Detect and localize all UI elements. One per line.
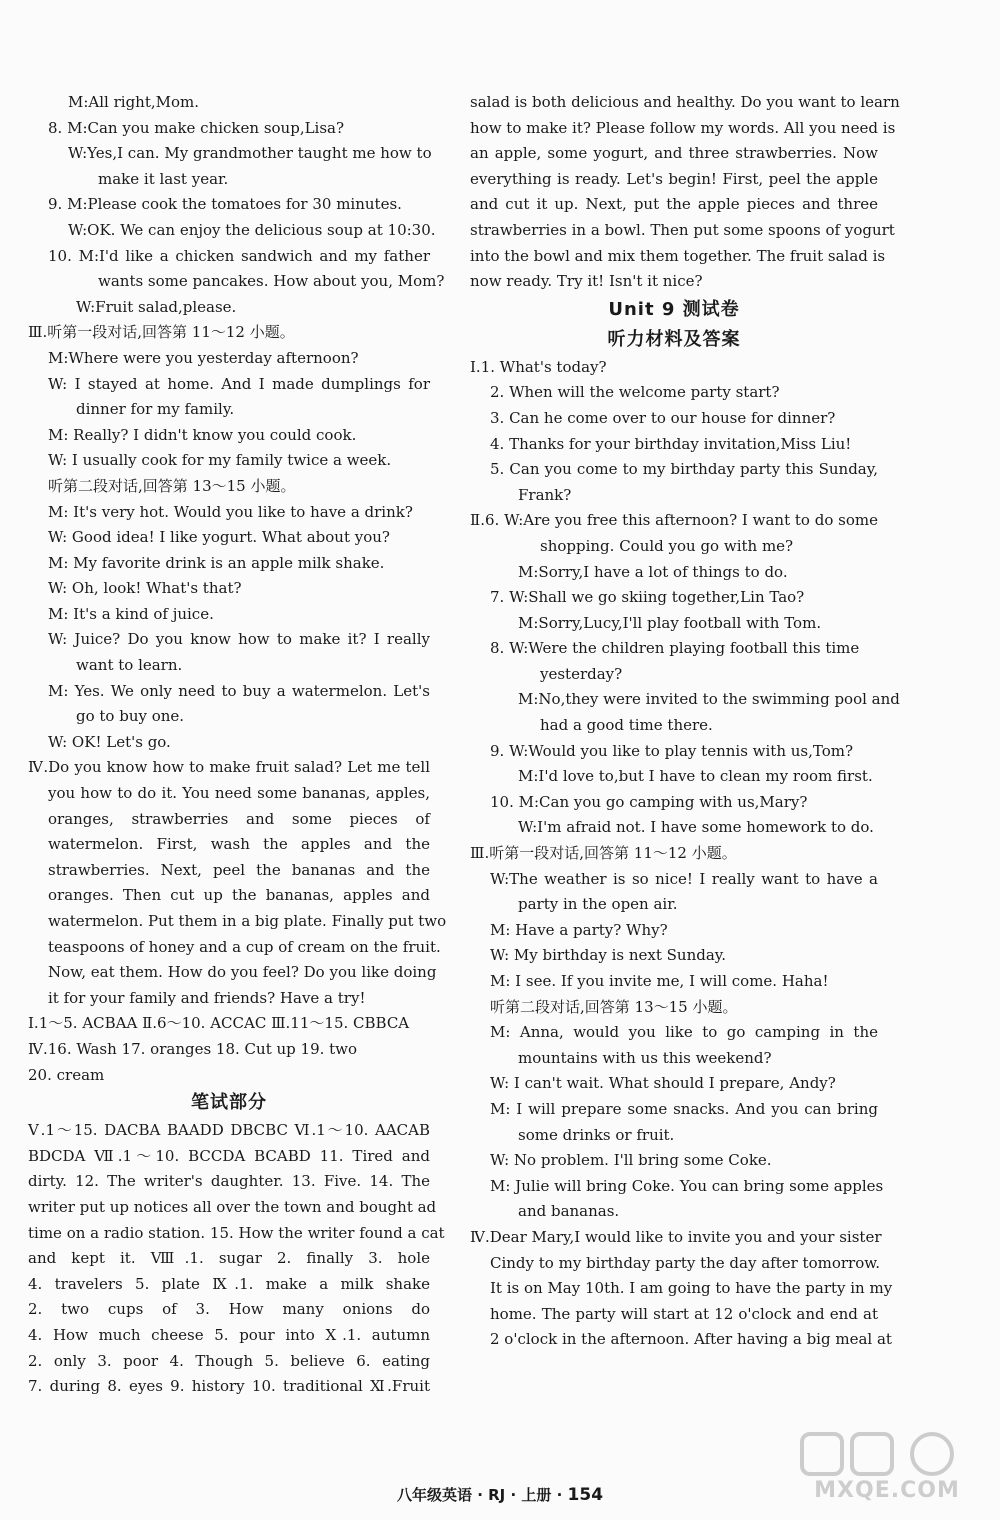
- text-line: Ⅲ.听第一段对话,回答第 11～12 小题。: [470, 844, 737, 863]
- text-line: M: Have a party? Why?: [490, 920, 668, 939]
- text-line: and kept it. Ⅷ.1. sugar 2. finally 3. hole: [28, 1249, 430, 1268]
- text-line: dinner for my family.: [76, 400, 235, 419]
- text-line: strawberries in a bowl. Then put some spoons of yogurt: [470, 220, 895, 239]
- text-line: oranges. Then cut up the bananas, apples and: [48, 886, 430, 905]
- text-line: Now, eat them. How do you feel? Do you like doing: [48, 963, 437, 982]
- text-line: Ⅱ.6. W:Are you free this afternoon? I want to do some: [470, 511, 878, 530]
- text-line: W: I stayed at home. And I made dumplings for: [48, 374, 430, 393]
- text-line: M: Julie will bring Coke. You can bring some apples: [490, 1176, 884, 1195]
- text-line: W: I usually cook for my family twice a week.: [48, 451, 392, 470]
- text-line: 4. Thanks for your birthday invitation,Miss Liu!: [490, 434, 852, 453]
- text-line: W: I can't wait. What should I prepare, Andy?: [490, 1074, 836, 1093]
- text-line: W: No problem. I'll bring some Coke.: [490, 1151, 772, 1170]
- text-line: 4. How much cheese 5. pour into Ⅹ.1. autumn: [28, 1325, 430, 1344]
- text-line: now ready. Try it! Isn't it nice?: [470, 272, 703, 291]
- text-line: M:All right,Mom.: [68, 93, 200, 111]
- text-line: M:No,they were invited to the swimming pool and: [518, 690, 900, 709]
- text-line: watermelon. Put them in a big plate. Finally put two: [48, 912, 447, 930]
- text-line: M: It's very hot. Would you like to have a drink?: [48, 502, 413, 521]
- text-line: and bananas.: [518, 1202, 620, 1221]
- text-line: 10. M:Can you go camping with us,Mary?: [490, 792, 808, 811]
- text-line: it for your family and friends? Have a try!: [48, 988, 366, 1007]
- text-line: writer put up notices all over the town and bought ad: [28, 1197, 437, 1216]
- text-line: 4. travelers 5. plate Ⅸ.1. make a milk shake: [28, 1274, 430, 1293]
- text-line: watermelon. First, wash the apples and the: [48, 835, 430, 854]
- text-line: Ⅳ.Do you know how to make fruit salad? Let me tell: [28, 758, 430, 777]
- text-line: Ⅲ.听第一段对话,回答第 11～12 小题。: [28, 323, 295, 342]
- text-line: salad is both delicious and healthy. Do you want to learn: [470, 93, 900, 111]
- text-line: W:The weather is so nice! I really want to have a: [490, 869, 878, 888]
- text-line: some drinks or fruit.: [518, 1125, 675, 1144]
- text-line: M: My favorite drink is an apple milk shake.: [48, 553, 385, 572]
- text-line: W:Fruit salad,please.: [76, 297, 237, 316]
- footer-label: 八年级英语 · RJ · 上册 ·: [396, 1486, 568, 1504]
- text-line: Frank?: [518, 485, 572, 504]
- text-line: you how to do it. You need some bananas, apples,: [48, 784, 430, 803]
- text-line: party in the open air.: [518, 895, 678, 914]
- text-line: everything is ready. Let's begin! First, peel the apple: [470, 169, 878, 188]
- text-line: It is on May 10th. I am going to have the party in my: [490, 1279, 893, 1298]
- text-line: W: My birthday is next Sunday.: [490, 946, 727, 965]
- text-line: make it last year.: [98, 169, 229, 188]
- text-line: yesterday?: [540, 664, 623, 683]
- text-line: 2. two cups of 3. How many onions do: [28, 1300, 430, 1319]
- text-line: 5. Can you come to my birthday party this Sunday,: [490, 460, 878, 479]
- watermark-logo: [782, 1430, 992, 1516]
- text-line: M:Sorry,I have a lot of things to do.: [518, 562, 788, 581]
- text-line: W: Oh, look! What's that?: [48, 579, 242, 598]
- text-line: M: Anna, would you like to go camping in the: [490, 1023, 878, 1042]
- text-line: 7. W:Shall we go skiing together,Lin Tao?: [490, 588, 805, 607]
- text-line: Cindy to my birthday party the day after tomorrow.: [490, 1253, 881, 1272]
- text-line: and cut it up. Next, put the apple pieces and three: [470, 195, 878, 214]
- text-line: 10. M:I'd like a chicken sandwich and my father: [48, 246, 430, 265]
- section-heading: Unit 9 测试卷: [608, 298, 740, 320]
- text-line: W:Yes,I can. My grandmother taught me how to: [68, 144, 432, 163]
- text-line: teaspoons of honey and a cup of cream on the fruit.: [48, 937, 441, 956]
- text-line: W: Juice? Do you know how to make it? I really: [48, 630, 430, 649]
- text-line: Ⅳ.Dear Mary,I would like to invite you and your sister: [470, 1227, 882, 1246]
- text-line: W:I'm afraid not. I have some homework to do.: [518, 818, 874, 837]
- watermark-graphic: [782, 1430, 992, 1480]
- section-heading: 笔试部分: [191, 1092, 267, 1114]
- page-number: 154: [567, 1485, 604, 1505]
- text-line: into the bowl and mix them together. The fruit salad is: [470, 246, 886, 265]
- text-line: M:Where were you yesterday afternoon?: [48, 348, 359, 367]
- text-line: wants some pancakes. How about you, Mom?: [98, 272, 445, 291]
- text-line: 8. M:Can you make chicken soup,Lisa?: [48, 118, 345, 137]
- text-line: M:I'd love to,but I have to clean my room first.: [518, 767, 873, 786]
- text-line: M: Really? I didn't know you could cook.: [48, 425, 357, 444]
- text-line: W: OK! Let's go.: [48, 732, 171, 751]
- text-line: how to make it? Please follow my words. All you need is: [470, 118, 896, 137]
- text-line: 7. during 8. eyes 9. history 10. traditional Ⅺ.Fruit: [28, 1377, 430, 1396]
- text-line: Ⅰ.1. What's today?: [470, 357, 607, 376]
- text-line: 3. Can he come over to our house for dinner?: [490, 408, 836, 427]
- text-line: Ⅴ.1～15. DACBA BAADD DBCBC Ⅵ.1～10. AACAB: [28, 1121, 430, 1140]
- text-line: an apple, some yogurt, and three strawberries. Now: [470, 144, 878, 163]
- text-line: time on a radio station. 15. How the writer found a cat: [28, 1223, 445, 1242]
- text-line: had a good time there.: [540, 716, 713, 735]
- text-line: 9. M:Please cook the tomatoes for 30 minutes.: [48, 195, 402, 214]
- text-line: mountains with us this weekend?: [518, 1048, 772, 1067]
- text-line: shopping. Could you go with me?: [540, 536, 794, 555]
- text-line: W:OK. We can enjoy the delicious soup at 10:30.: [68, 220, 436, 239]
- text-line: 8. W:Were the children playing football this time: [490, 639, 860, 658]
- text-line: home. The party will start at 12 o'clock and end at: [490, 1304, 878, 1323]
- text-line: strawberries. Next, peel the bananas and the: [48, 860, 430, 879]
- watermark-text: MXQE.COM: [814, 1478, 960, 1503]
- text-line: M: Yes. We only need to buy a watermelon. Let's: [48, 681, 430, 700]
- text-line: 听第二段对话,回答第 13～15 小题。: [48, 476, 296, 495]
- text-line: Ⅰ.1～5. ACBAA Ⅱ.6～10. ACCAC Ⅲ.11～15. CBBCA: [28, 1014, 410, 1033]
- text-line: want to learn.: [76, 656, 183, 675]
- text-line: M: It's a kind of juice.: [48, 604, 214, 623]
- text-line: W: Good idea! I like yogurt. What about you?: [48, 528, 390, 547]
- text-line: go to buy one.: [76, 707, 185, 726]
- text-line: M:Sorry,Lucy,I'll play football with Tom.: [518, 613, 822, 632]
- text-line: BDCDA Ⅶ.1～10. BCCDA BCABD 11. Tired and: [28, 1146, 430, 1165]
- text-line: 20. cream: [28, 1065, 105, 1084]
- text-line: 2. only 3. poor 4. Though 5. believe 6. eating: [28, 1351, 430, 1370]
- text-line: oranges, strawberries and some pieces of: [48, 809, 430, 828]
- right-column: [470, 90, 900, 1353]
- text-line: 2 o'clock in the afternoon. After having a big meal at: [490, 1330, 892, 1349]
- text-line: M: I see. If you invite me, I will come. Haha!: [490, 972, 829, 990]
- left-column: [28, 90, 447, 1400]
- text-line: 9. W:Would you like to play tennis with us,Tom?: [490, 741, 854, 760]
- text-line: M: I will prepare some snacks. And you can bring: [490, 1099, 878, 1118]
- text-line: 2. When will the welcome party start?: [490, 383, 780, 402]
- text-line: 听第二段对话,回答第 13～15 小题。: [490, 997, 738, 1016]
- section-heading: 听力材料及答案: [607, 328, 741, 350]
- text-line: dirty. 12. The writer's daughter. 13. Five. 14. The: [28, 1172, 430, 1191]
- text-line: Ⅳ.16. Wash 17. oranges 18. Cut up 19. two: [28, 1039, 358, 1058]
